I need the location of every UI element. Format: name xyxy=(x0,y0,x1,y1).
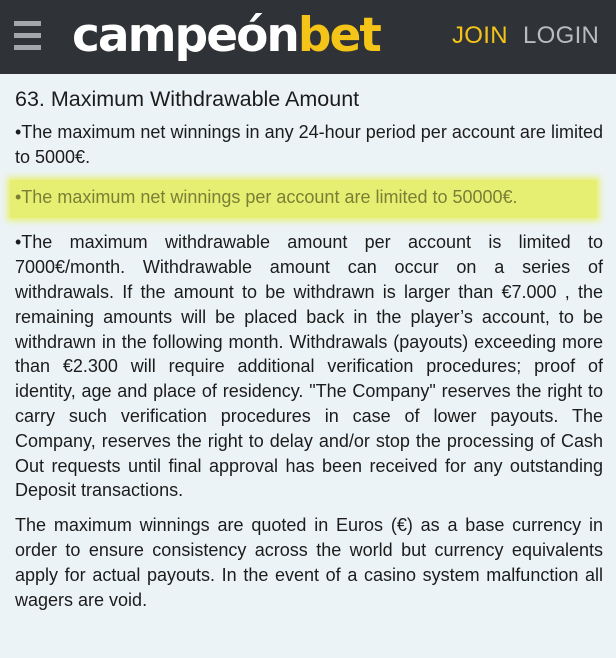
join-link[interactable]: JOIN xyxy=(452,22,508,49)
paragraph-withdrawable-amount: •The maximum withdrawable amount per account is limited to 7000€/month. Withdrawable amount can occur on a series of withdrawals. If the amount to be withdrawn is larger than €7.000 , the remaining amounts will be placed back in the player’s account, to be withdrawn in the following month. Withdrawals (payouts) exceeding more than €2.300 will require additional verification procedures; proof of identity, age and place of residency. "The Company" reserves the right to carry such verification procedures in case of lower payouts. The Company, reserves the right to delay and/or stop the processing of Cash Out requests until final approval has been received for any outstanding Deposit transactions. xyxy=(15,232,603,501)
menu-bar xyxy=(14,33,41,38)
hamburger-menu-icon[interactable] xyxy=(14,21,41,50)
paragraph-daily-limit: •The maximum net winnings in any 24-hour period per account are limited to 5000€. xyxy=(15,122,603,167)
campeonbet-logo[interactable] xyxy=(72,6,380,66)
menu-bar xyxy=(14,21,41,26)
menu-bar xyxy=(14,45,41,50)
logo-text-bet: bet xyxy=(297,8,380,63)
section-heading: 63. Maximum Withdrawable Amount xyxy=(15,87,360,111)
login-link[interactable]: LOGIN xyxy=(523,22,600,49)
site-header xyxy=(0,0,616,74)
highlighted-paragraph: •The maximum net winnings per account are limited to 50000€. xyxy=(10,180,597,219)
logo-text-campeon: campeón xyxy=(72,8,298,63)
paragraph-currency: The maximum winnings are quoted in Euros (€) as a base currency in order to ensure consistency across the world but currency equivalents apply for actual payouts. In the event of a casino system malfunction all wagers are void. xyxy=(15,515,603,610)
terms-content xyxy=(0,74,616,612)
